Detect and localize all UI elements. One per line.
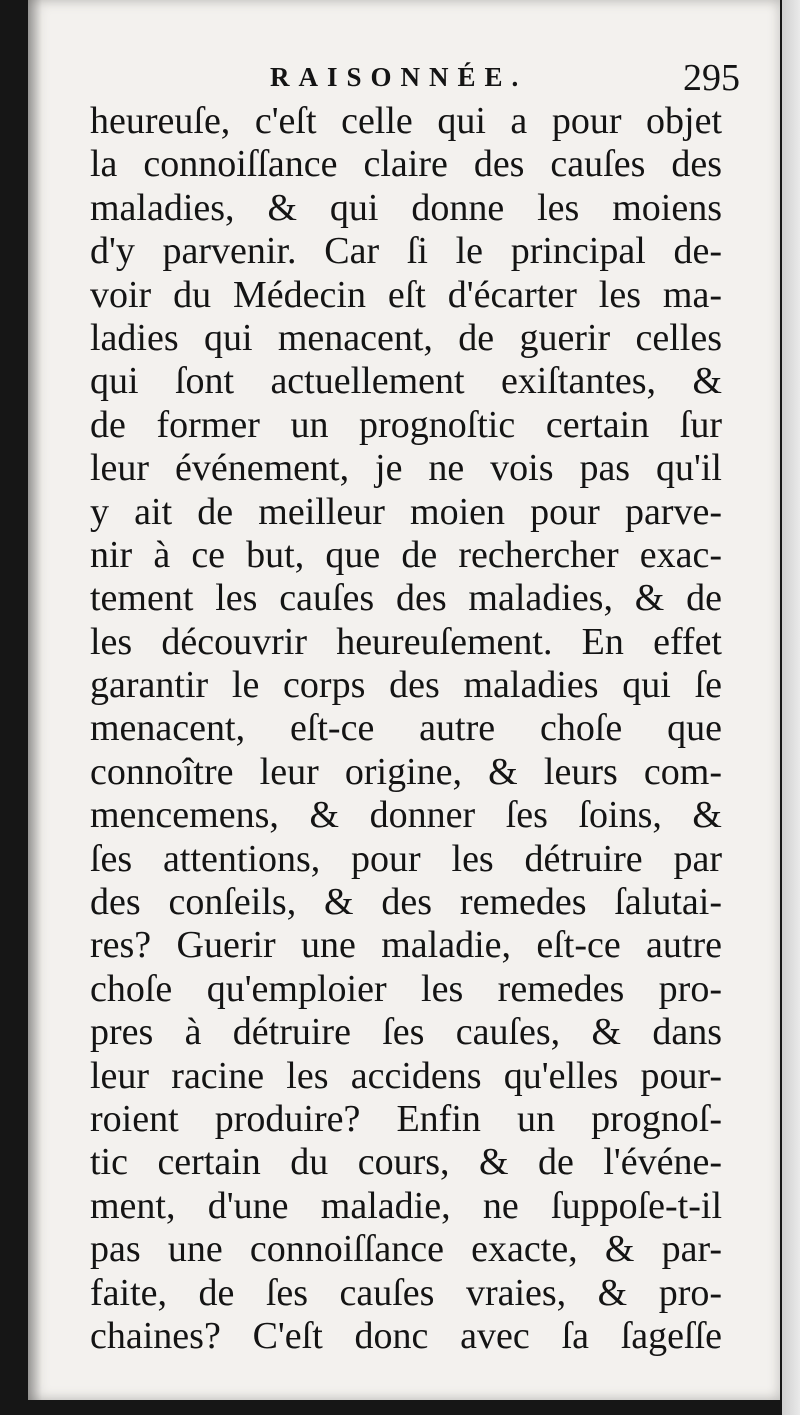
text-line: ladies qui menacent, de guerir celles bbox=[90, 316, 722, 359]
text-line: ment, d'une maladie, ne ſuppoſe-t-il bbox=[90, 1184, 722, 1227]
text-line: res? Guerir une maladie, eſt-ce autre bbox=[90, 924, 722, 967]
text-line: connoître leur origine, & leurs com- bbox=[90, 750, 722, 793]
text-line: garantir le corps des maladies qui ſe bbox=[90, 664, 722, 707]
text-line: la connoiſſance claire des cauſes des bbox=[90, 143, 722, 186]
text-line: leur racine les accidens qu'elles pour- bbox=[90, 1054, 722, 1097]
text-line: voir du Médecin eſt d'écarter les ma- bbox=[90, 273, 722, 316]
text-line: faite, de ſes cauſes vraies, & pro- bbox=[90, 1271, 722, 1314]
text-line: leur événement, je ne vois pas qu'il bbox=[90, 447, 722, 490]
text-line: ſes attentions, pour les détruire par bbox=[90, 837, 722, 880]
text-line: maladies, & qui donne les moiens bbox=[90, 186, 722, 229]
running-title: RAISONNÉE. bbox=[270, 62, 528, 92]
text-line: heureuſe, c'eſt celle qui a pour objet bbox=[90, 100, 722, 142]
text-line: roient produire? Enfin un prognoſ- bbox=[90, 1097, 722, 1140]
text-line: pres à détruire ſes cauſes, & dans bbox=[90, 1011, 722, 1054]
text-line: des conſeils, & des remedes ſalutai- bbox=[90, 881, 722, 924]
text-line: tement les cauſes des maladies, & de bbox=[90, 577, 722, 620]
text-line: tic certain du cours, & de l'événe- bbox=[90, 1141, 722, 1184]
page-number: 295 bbox=[683, 57, 740, 99]
page-header bbox=[88, 56, 748, 100]
text-line: qui ſont actuellement exiſtantes, & bbox=[90, 360, 722, 403]
text-line: les découvrir heureuſement. En effet bbox=[90, 620, 722, 663]
page-edge bbox=[782, 0, 800, 1415]
body-text bbox=[90, 100, 722, 1358]
text-line: mencemens, & donner ſes ſoins, & bbox=[90, 794, 722, 837]
text-line: de former un prognoſtic certain ſur bbox=[90, 403, 722, 446]
book-page bbox=[28, 0, 780, 1400]
text-line: chaines? C'eſt donc avec ſa ſageſſe bbox=[90, 1314, 722, 1357]
text-line: pas une connoiſſance exacte, & par- bbox=[90, 1228, 722, 1271]
text-line: menacent, eſt-ce autre choſe que bbox=[90, 707, 722, 750]
text-line: d'y parvenir. Car ſi le principal de- bbox=[90, 230, 722, 273]
text-line: choſe qu'emploier les remedes pro- bbox=[90, 967, 722, 1010]
text-line: y ait de meilleur moien pour parve- bbox=[90, 490, 722, 533]
text-line: nir à ce but, que de rechercher exac- bbox=[90, 533, 722, 576]
